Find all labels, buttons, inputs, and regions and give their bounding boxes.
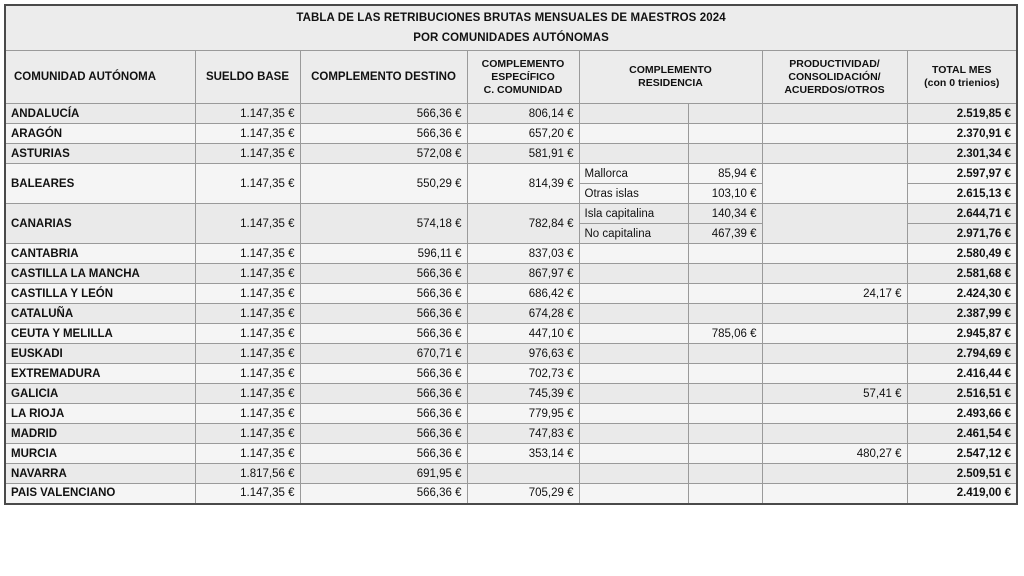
cell-productividad: 24,17 € [762,284,907,304]
cell-comunidad-autonoma: CANTABRIA [5,244,195,264]
cell-productividad: 57,41 € [762,384,907,404]
cell-sueldo-base: 1.147,35 € [195,144,300,164]
title-line-1: TABLA DE LAS RETRIBUCIONES BRUTAS MENSUALES DE MAESTROS 2024 [296,12,726,24]
header-complemento-especifico [467,51,579,104]
header-productividad [762,51,907,104]
cell-residencia-label [579,444,688,464]
cell-productividad: 480,27 € [762,444,907,464]
header-comunidad: COMUNIDAD AUTÓNOMA [5,51,195,104]
cell-productividad [762,104,907,124]
cell-residencia-label [579,324,688,344]
cell-productividad [762,264,907,284]
cell-productividad [762,424,907,444]
cell-residencia-value [688,144,762,164]
cell-productividad [762,164,907,204]
table-row [5,244,1017,264]
table-row [5,364,1017,384]
cell-residencia-label: Isla capitalina [579,204,688,224]
cell-complemento-especifico: 447,10 € [467,324,579,344]
cell-total-mes: 2.493,66 € [907,404,1017,424]
cell-total-mes: 2.945,87 € [907,324,1017,344]
cell-sueldo-base: 1.147,35 € [195,244,300,264]
table-body [5,5,1017,504]
table-row [5,344,1017,364]
cell-sueldo-base: 1.147,35 € [195,384,300,404]
header-complemento-especifico-line-1: COMPLEMENTO [481,57,565,70]
cell-residencia-value: 140,34 € [688,204,762,224]
table-row [5,304,1017,324]
cell-comunidad-autonoma: ARAGÓN [5,124,195,144]
table-row [5,284,1017,304]
cell-comunidad-autonoma: CASTILLA LA MANCHA [5,264,195,284]
header-productividad-line-1: PRODUCTIVIDAD/ [789,57,880,70]
cell-sueldo-base: 1.147,35 € [195,104,300,124]
cell-sueldo-base: 1.147,35 € [195,164,300,204]
header-total-mes-line-2: (con 0 trienios) [924,77,1000,89]
cell-residencia-value [688,304,762,324]
cell-comunidad-autonoma: BALEARES [5,164,195,204]
cell-residencia-value [688,244,762,264]
cell-complemento-especifico: 806,14 € [467,104,579,124]
cell-sueldo-base: 1.147,35 € [195,424,300,444]
page-title [5,5,1017,51]
table-row [5,144,1017,164]
cell-residencia-value: 103,10 € [688,184,762,204]
cell-complemento-especifico: 686,42 € [467,284,579,304]
cell-complemento-destino: 566,36 € [300,484,467,504]
cell-complemento-destino: 566,36 € [300,104,467,124]
cell-residencia-value [688,104,762,124]
cell-sueldo-base: 1.147,35 € [195,284,300,304]
cell-complemento-especifico: 782,84 € [467,204,579,244]
cell-comunidad-autonoma: CEUTA Y MELILLA [5,324,195,344]
cell-complemento-especifico: 353,14 € [467,444,579,464]
table-row [5,164,1017,184]
cell-total-mes: 2.387,99 € [907,304,1017,324]
cell-comunidad-autonoma: PAIS VALENCIANO [5,484,195,504]
cell-complemento-especifico: 657,20 € [467,124,579,144]
cell-residencia-value [688,444,762,464]
cell-complemento-especifico: 837,03 € [467,244,579,264]
table-row [5,444,1017,464]
cell-complemento-destino: 596,11 € [300,244,467,264]
table-row [5,464,1017,484]
cell-sueldo-base: 1.147,35 € [195,304,300,324]
header-complemento-residencia-line-2: RESIDENCIA [638,77,703,89]
cell-complemento-destino: 550,29 € [300,164,467,204]
header-row [5,51,1017,104]
cell-comunidad-autonoma: ASTURIAS [5,144,195,164]
cell-complemento-especifico: 867,97 € [467,264,579,284]
cell-total-mes: 2.794,69 € [907,344,1017,364]
cell-residencia-label [579,244,688,264]
cell-productividad [762,324,907,344]
title-row [5,5,1017,51]
cell-residencia-label [579,464,688,484]
cell-complemento-destino: 566,36 € [300,324,467,344]
cell-total-mes: 2.644,71 € [907,204,1017,224]
cell-comunidad-autonoma: MURCIA [5,444,195,464]
cell-residencia-value [688,484,762,504]
header-complemento-especifico-line-2: ESPECÍFICO [491,70,555,83]
header-sueldo-base: SUELDO BASE [195,51,300,104]
cell-residencia-value [688,264,762,284]
cell-residencia-label: No capitalina [579,224,688,244]
cell-comunidad-autonoma: CANARIAS [5,204,195,244]
cell-complemento-destino: 691,95 € [300,464,467,484]
cell-total-mes: 2.615,13 € [907,184,1017,204]
cell-sueldo-base: 1.147,35 € [195,264,300,284]
cell-residencia-value [688,384,762,404]
cell-complemento-destino: 566,36 € [300,364,467,384]
cell-productividad [762,464,907,484]
table-row [5,404,1017,424]
table-row [5,264,1017,284]
cell-total-mes: 2.597,97 € [907,164,1017,184]
cell-productividad [762,124,907,144]
cell-residencia-label [579,304,688,324]
cell-productividad [762,204,907,244]
cell-complemento-destino: 566,36 € [300,444,467,464]
cell-total-mes: 2.370,91 € [907,124,1017,144]
cell-sueldo-base: 1.147,35 € [195,444,300,464]
cell-sueldo-base: 1.817,56 € [195,464,300,484]
cell-complemento-especifico: 976,63 € [467,344,579,364]
cell-comunidad-autonoma: EUSKADI [5,344,195,364]
cell-residencia-value: 467,39 € [688,224,762,244]
cell-complemento-destino: 670,71 € [300,344,467,364]
cell-total-mes: 2.581,68 € [907,264,1017,284]
cell-comunidad-autonoma: ANDALUCÍA [5,104,195,124]
cell-complemento-especifico: 747,83 € [467,424,579,444]
cell-comunidad-autonoma: MADRID [5,424,195,444]
cell-productividad [762,144,907,164]
cell-residencia-label [579,264,688,284]
cell-productividad [762,364,907,384]
cell-complemento-destino: 566,36 € [300,264,467,284]
cell-productividad [762,344,907,364]
cell-sueldo-base: 1.147,35 € [195,344,300,364]
cell-total-mes: 2.971,76 € [907,224,1017,244]
retribuciones-table [4,4,1018,505]
cell-sueldo-base: 1.147,35 € [195,484,300,504]
cell-residencia-value: 785,06 € [688,324,762,344]
cell-residencia-label [579,364,688,384]
header-productividad-line-3: ACUERDOS/OTROS [784,83,885,96]
cell-comunidad-autonoma: NAVARRA [5,464,195,484]
cell-comunidad-autonoma: GALICIA [5,384,195,404]
table-row [5,104,1017,124]
cell-comunidad-autonoma: LA RIOJA [5,404,195,424]
header-total-mes-line-1: TOTAL MES [932,64,992,76]
table-row [5,484,1017,504]
cell-residencia-value [688,364,762,384]
cell-complemento-especifico: 674,28 € [467,304,579,324]
cell-total-mes: 2.461,54 € [907,424,1017,444]
cell-total-mes: 2.519,85 € [907,104,1017,124]
cell-complemento-destino: 566,36 € [300,124,467,144]
title-line-2: POR COMUNIDADES AUTÓNOMAS [413,32,609,44]
header-total-mes [907,51,1017,104]
cell-complemento-especifico [467,464,579,484]
cell-complemento-especifico: 702,73 € [467,364,579,384]
cell-residencia-label [579,344,688,364]
cell-residencia-value [688,464,762,484]
cell-total-mes: 2.301,34 € [907,144,1017,164]
cell-productividad [762,244,907,264]
cell-residencia-value [688,344,762,364]
cell-complemento-destino: 574,18 € [300,204,467,244]
cell-residencia-label: Mallorca [579,164,688,184]
cell-residencia-value [688,404,762,424]
cell-productividad [762,484,907,504]
cell-residencia-label [579,384,688,404]
cell-sueldo-base: 1.147,35 € [195,364,300,384]
table-row [5,424,1017,444]
cell-residencia-value [688,124,762,144]
cell-residencia-value [688,424,762,444]
cell-sueldo-base: 1.147,35 € [195,324,300,344]
cell-complemento-destino: 566,36 € [300,424,467,444]
cell-complemento-destino: 566,36 € [300,284,467,304]
cell-complemento-especifico: 581,91 € [467,144,579,164]
cell-residencia-label [579,404,688,424]
table-row [5,384,1017,404]
header-complemento-residencia [579,51,762,104]
cell-total-mes: 2.416,44 € [907,364,1017,384]
cell-complemento-especifico: 779,95 € [467,404,579,424]
cell-sueldo-base: 1.147,35 € [195,404,300,424]
spreadsheet-sheet [4,4,1016,570]
cell-complemento-especifico: 745,39 € [467,384,579,404]
cell-total-mes: 2.424,30 € [907,284,1017,304]
cell-total-mes: 2.516,51 € [907,384,1017,404]
header-productividad-line-2: CONSOLIDACIÓN/ [788,70,881,83]
table-row [5,324,1017,344]
cell-sueldo-base: 1.147,35 € [195,204,300,244]
cell-total-mes: 2.509,51 € [907,464,1017,484]
table-row [5,124,1017,144]
cell-complemento-especifico: 814,39 € [467,164,579,204]
cell-productividad [762,304,907,324]
header-complemento-destino: COMPLEMENTO DESTINO [300,51,467,104]
cell-residencia-label [579,284,688,304]
cell-sueldo-base: 1.147,35 € [195,124,300,144]
cell-total-mes: 2.419,00 € [907,484,1017,504]
cell-complemento-especifico: 705,29 € [467,484,579,504]
cell-residencia-label: Otras islas [579,184,688,204]
cell-comunidad-autonoma: EXTREMADURA [5,364,195,384]
cell-complemento-destino: 566,36 € [300,404,467,424]
cell-total-mes: 2.547,12 € [907,444,1017,464]
cell-total-mes: 2.580,49 € [907,244,1017,264]
cell-complemento-destino: 566,36 € [300,384,467,404]
cell-comunidad-autonoma: CASTILLA Y LEÓN [5,284,195,304]
header-complemento-especifico-line-3: C. COMUNIDAD [483,83,563,96]
cell-comunidad-autonoma: CATALUÑA [5,304,195,324]
cell-residencia-label [579,424,688,444]
cell-residencia-value: 85,94 € [688,164,762,184]
cell-complemento-destino: 572,08 € [300,144,467,164]
header-complemento-residencia-line-1: COMPLEMENTO [629,64,712,76]
table-row [5,204,1017,224]
cell-residencia-label [579,104,688,124]
cell-residencia-value [688,284,762,304]
cell-residencia-label [579,484,688,504]
cell-residencia-label [579,124,688,144]
cell-complemento-destino: 566,36 € [300,304,467,324]
cell-residencia-label [579,144,688,164]
cell-productividad [762,404,907,424]
